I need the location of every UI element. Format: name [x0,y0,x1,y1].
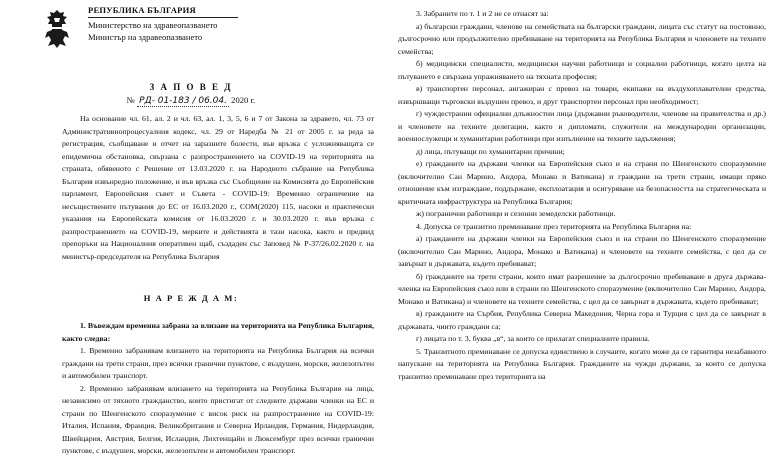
left-items [62,320,374,458]
right-text [398,8,766,383]
transit-v: в) гражданите на Сърбия, Република Северна Македония, Черна гора и Турция с цел да се завърнат в държавата, чиито граждани са; [398,309,766,331]
coat-of-arms-icon [38,8,76,50]
transit-a: а) гражданите на държави членки на Европейския съюз и на страни по Шенгенското споразумение (включително Сан Марино, Андора, Монако и Ватикана) и членовете на техните семейства, с цел да се завърнат в държавата, където пребивават; [398,234,766,268]
order-date-suffix: 2020 г. [231,95,256,105]
order-number-prefix: № [126,95,135,105]
transit-heading: 4. Допуска се транзитно преминаване през територията на Република България на: [416,221,692,231]
transit-b: б) гражданите на трети страни, които имат разрешение за дългосрочно пребиваване в друга държава-членка на Европейския съюз или в страни по Шенгенското споразумение (включително Сан Марино, Андора, Монако и Ватикана) и членовете на техните семейства, с цел да се завърнат в държавата, където пребивават; [398,271,766,306]
item-1-1: 1. Временно забранявам влизането на територията на Република България на всички граждани на трети страни, през всички гранични пунктове, с въздушен, морски, железопътен и автомобилен транспорт. [62,346,374,380]
exception-b: б) медицински специалисти, медицински научни работници и социални работници, когато целта на пътуването е свързана упражняването на тяхната професия; [398,59,766,81]
item-1-2: 2. Временно забранявам влизането на територията на Република България на лица, независимо от тяхното гражданство, които пристигат от следните държави членки на ЕС и страни по Шенгенското споразумение с висок риск на разпространение на COVID-19: Италия, Испания, Франция, Великобритания и Северна Ирландия, Германия, Нидерландия, Швейцария, Австрия, Белгия, Исландия, Лихтенщайн и Люксембург през всички гранични пунктове, с въздушен, морски, железопътен и автомобилен транспорт. [62,383,374,455]
decree-heading: Н А Р Е Ж Д А М: [143,293,239,303]
letterhead-rule [88,17,238,18]
exception-e: е) гражданите на държави членки на Европейския съюз и на страни по Шенгенското споразумение (включително Сан Марино, Андора, Монако и Ватикана) и граждани на трети страни, имащи пряко отношение към изграждане, поддържане, експлоатация и осигуряване на безопасността на стратегическата и критичната инфраструктура на Република България; [398,159,766,206]
item-1: 1. Въвеждам временна забрана за влизане на територията на Република България, както следва: [62,321,374,343]
letterhead [88,4,238,43]
intro-paragraph: На основание чл. 61, ал. 2 и чл. 63, ал. 1, 3, 5, 6 и 7 от Закона за здравето, чл. 73 от Административнопроцесуалния кодекс, чл. 29 от Наредба № 21 от 2005 г. за реда за регистрация, съобщаване и отчет на заразните болести, във връзка с усложняващата се епидемична обстановка, свързана с разпространението на COVID-19 на територията на страната, обявеното с Решение от 13.03.2020 г. на Народното събрание на Република България извънредно положение, и във връзка със Съобщение на Комисията до Европейския парламент, Европейския съвет и Съвета - COVID-19: Временно ограничение на несъществените пътувания до ЕС от 16.03.2020 г., COM(2020) 115, насоки и практически указания на Европейската комисия от 16.03.2020 г. и 30.03.2020 г. във връзка с разпространението на COVID-19, мерките и действията в тази насока, както и предвид препоръки на Националния оперативен щаб, създаден със Заповед № Р-37/26.02.2020 г. на министър-председателя на Република България [62,114,374,261]
left-page [0,0,382,470]
republic-name: РЕПУБЛИКА БЪЛГАРИЯ [88,5,196,15]
order-title: З А П О В Е Д [149,82,233,92]
exception-zh: ж) погранични работници и сезонни земеделски работници. [416,209,616,218]
exception-a: а) български граждани, членове на семействата на български граждани, лицата със статут на постоянно, дългосрочно или продължително пребиваване на територията на Република България и членовете на техните семейства; [398,21,766,56]
order-number-handwritten: РД- 01-183 / 06.04. [139,96,227,106]
exception-g: г) чуждестранни официални длъжностни лица (държавни ръководители, членове на правителства и др.) и членовете на техните делегации, както и дипломати, служители на международни организации, военнослужещи и хуманитарни работници при изпълнение на техните задължения; [398,109,766,143]
exception-v: в) транспортен персонал, ангажиран с превоз на товари, екипажи на въздухоплавателни средства, извършващи търговски въздушен превоз, и друг транспортен персонал при необходимост; [398,84,766,106]
exception-d: д) лица, пътуващи по хуманитарни причини; [416,146,565,156]
ministry-name: Министерство на здравеопазването [88,20,218,30]
right-page [398,0,776,470]
order-number [0,95,382,106]
transit-rule-5: 5. Транзитното преминаване се допуска единствено в случаите, когато може да се гарантира незабавното напускане на територията на Република България. Гражданите на чужди държави, за които се допуска транзитно преминаване през територията на [398,346,766,381]
minister-title: Министър на здравеопазването [88,32,203,42]
exceptions-heading: 3. Забраните по т. 1 и 2 не се отнасят за: [416,9,549,18]
transit-g: г) лицата по т. 3, буква „в“, за които се прилагат специалните правила. [416,334,650,343]
